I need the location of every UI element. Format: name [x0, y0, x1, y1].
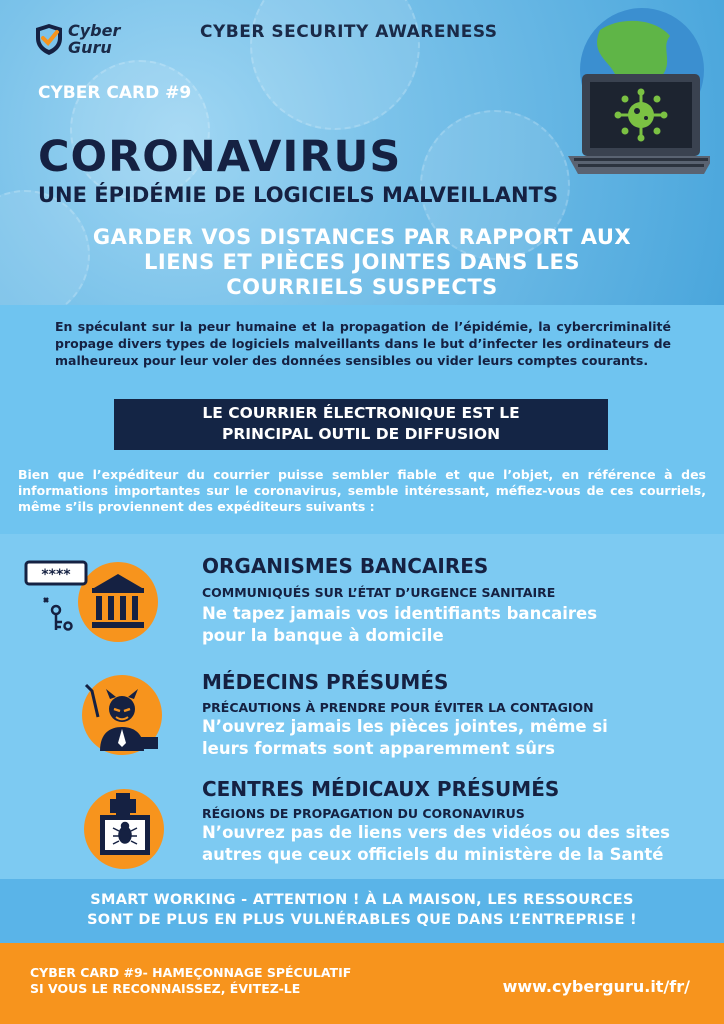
website-link[interactable]: www.cyberguru.it/fr/: [502, 977, 690, 996]
page-subtitle: UNE ÉPIDÉMIE DE LOGICIELS MALVEILLANTS: [38, 183, 559, 207]
section-description: [202, 716, 702, 760]
description-line: Ne tapez jamais vos identifiants bancaires: [202, 604, 598, 623]
warning-line: SONT DE PLUS EN PLUS VULNÉRABLES QUE DANS L’ENTREPRISE !: [87, 912, 637, 928]
tagline-line: COURRIELS SUSPECTS: [226, 275, 498, 299]
section-title: CENTRES MÉDICAUX PRÉSUMÉS: [202, 777, 560, 801]
logo-line1: Cyber: [68, 21, 121, 40]
header: [0, 0, 724, 305]
section-description: [202, 603, 702, 647]
warning-paragraph: Bien que l’expéditeur du courrier puisse sembler fiable et que l’objet, en référence à des informations importantes sur le coronavirus, semble intéressant, méfiez-vous de ces courriels, même s’ils proviennent des expéditeurs suivants :: [18, 467, 706, 514]
awareness-label: CYBER SECURITY AWARENESS: [200, 22, 498, 42]
shield-check-icon: [34, 22, 64, 56]
logo-line2: Guru: [68, 38, 112, 57]
email-banner: [114, 399, 608, 450]
tagline-line: LIENS ET PIÈCES JOINTES DANS LES: [144, 250, 580, 274]
hacker-doctor-icon: [78, 671, 168, 761]
section-bank: [0, 534, 724, 649]
section-description: [202, 822, 702, 866]
banner-line: PRINCIPAL OUTIL DE DIFFUSION: [221, 425, 501, 443]
description-line: leurs formats sont apparemment sûrs: [202, 739, 555, 758]
tagline: [20, 225, 704, 300]
smart-working-warning: [0, 879, 724, 943]
description-line: pour la banque à domicile: [202, 626, 444, 645]
footer-line: SI VOUS LE RECONNAISSEZ, ÉVITEZ-LE: [30, 981, 301, 996]
bank-icon: [22, 558, 162, 648]
footer-line: CYBER CARD #9- HAMEÇONNAGE SPÉCULATIF: [30, 965, 352, 980]
footer: [0, 943, 724, 1024]
section-medical-centers: [0, 759, 724, 879]
medical-center-bug-icon: [80, 785, 170, 875]
key-icon: [44, 598, 72, 630]
section-subtitle: RÉGIONS DE PROPAGATION DU CORONAVIRUS: [202, 806, 525, 821]
section-doctors: [0, 649, 724, 759]
banner-line: LE COURRIER ÉLECTRONIQUE EST LE: [202, 404, 520, 422]
sender-sections: [0, 534, 724, 879]
section-title: MÉDECINS PRÉSUMÉS: [202, 670, 449, 694]
section-subtitle: COMMUNIQUÉS SUR L’ÉTAT D’URGENCE SANITAIRE: [202, 585, 556, 600]
card-number: CYBER CARD #9: [38, 83, 192, 103]
warning-line: SMART WORKING - ATTENTION ! À LA MAISON, LES RESSOURCES: [90, 892, 634, 908]
description-line: N’ouvrez jamais les pièces jointes, même si: [202, 717, 608, 736]
virus-background-icon: [250, 0, 420, 130]
section-title: ORGANISMES BANCAIRES: [202, 554, 489, 578]
intro-paragraph: En spéculant sur la peur humaine et la propagation de l’épidémie, la cybercriminalité propage divers types de logiciels malveillants dans le but d’infecter les ordinateurs de malheureux pour leur voler des données sensibles ou vider leurs comptes courants.: [55, 319, 671, 368]
footer-caption: [30, 965, 351, 997]
description-line: autres que ceux officiels du ministère de la Santé: [202, 845, 664, 864]
cyberguru-logo: [34, 22, 120, 56]
page-title: CORONAVIRUS: [38, 132, 402, 182]
description-line: N’ouvrez pas de liens vers des vidéos ou des sites: [202, 823, 670, 842]
section-subtitle: PRÉCAUTIONS À PRENDRE POUR ÉVITER LA CONTAGION: [202, 700, 594, 715]
globe-laptop-illustration: [560, 8, 710, 188]
password-mask: ****: [41, 567, 71, 583]
tagline-line: GARDER VOS DISTANCES PAR RAPPORT AUX: [92, 225, 632, 249]
